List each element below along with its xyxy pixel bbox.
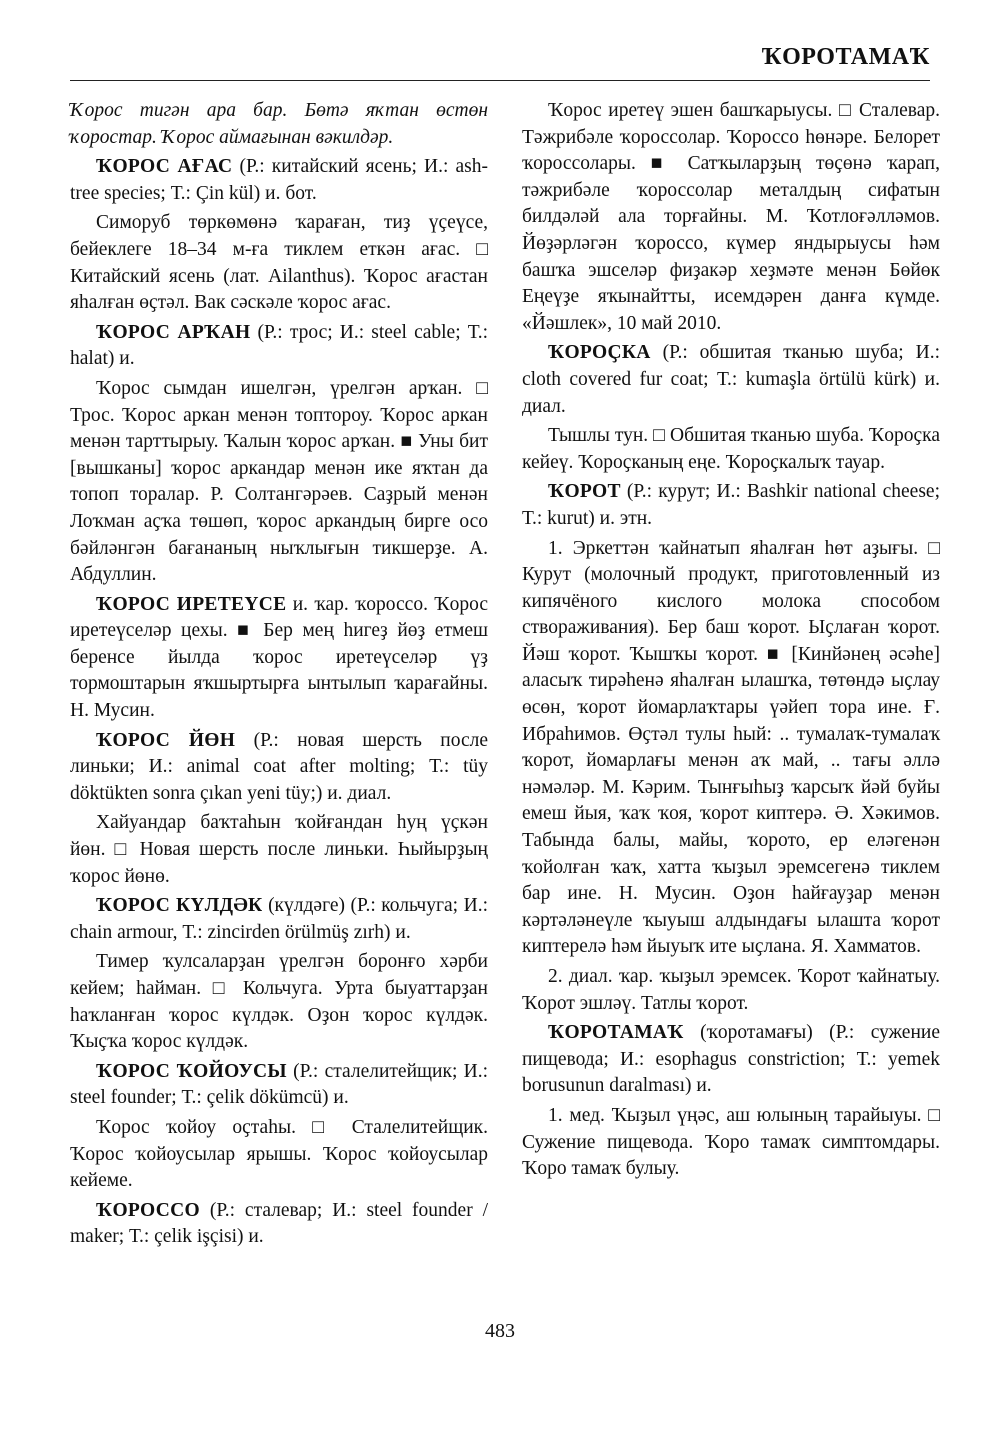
left-par-9: ҠОРОС КҮЛДӘК (күлдәге) (Р.: кольчуга; И.: chain armour, Т.: zincirden örülmüş zırh) и.	[70, 895, 488, 943]
left-par-7: ҠОРОС ЙӨН (Р.: новая шерсть после линьки; И.: animal coat after molting; Т.: tüy döktükten sonra çıkan yeni tüy;) и. диал.	[70, 729, 488, 804]
left-par-13: ҠОРОССО (Р.: сталевар; И.: steel founder / maker; Т.: çelik işçisi) и.	[70, 1199, 488, 1248]
headword: ҠОРОТАМАҠ	[548, 1022, 684, 1044]
headword: ҠОРОҪКА	[548, 342, 651, 364]
page-number: 483	[485, 1320, 515, 1342]
right-par-5: 1. Эркеттән ҡайнатып яһалған һөт аҙығы. □ Курут (молочный продукт, приготовленный из кипячёного кислого молока способом створаживания). Бер баш ҡорот. Ыҫлаған ҡорот. Йәш ҡорот. Ҡышҡы ҡорот. ■ [Кинйәнең әсәһе] аласыҡ тирәһенә яһалған ылашҡа, төтөндә ыҫлау өсөн, ҡорот йомарлаҡтары үәйеп тора ине. Ғ. Ибраһимов. Өҫтәл тулы һый: .. тумалаҡ-тумалаҡ ҡорот, йомарлағы менән аҡ май, .. тағы әллә нәмәләр. М. Кәрим. Тынғыһыҙ ҡарсыҡ йәй буйы емеш йыя, ҡаҡ ҡоя, ҡорот киптерә. Ә. Хәкимов. Табында балы, майы, ҡорото, ер еләгенән ҡойолған ҡаҡ, хатта ҡыҙыл эремсегенә тиклем бар ине. Н. Мусин. Оҙон һайғауҙар менән кәртәләнеүле ҡыуыш алдындағы ылашта ҡорот киптерелә һәм йыуыҡ ите ыҫлана. Я. Хамматов.	[522, 537, 940, 958]
left-par-1: Ҡорос тигән ара бар. Бөтә яҡтан өстөн ҡоростар. Ҡорос аймағынан вәкилдәр.	[70, 100, 488, 148]
headword: ҠОРОС АҒАС	[96, 156, 233, 178]
left-par-12: Ҡорос ҡойоу оҫтаһы. □ Сталелитейщик. Ҡорос ҡойоусылар ярышы. Ҡорос ҡойоусылар кейеме.	[70, 1116, 488, 1192]
left-par-10: Тимер ҡулсаларҙан үрелгән боронғо хәрби кейем; һайман. □ Кольчуга. Урта быуаттарҙан һаҡланған ҡорос күлдәк. Оҙон ҡорос күлдәк. Ҡыҫҡа ҡорос күлдәк.	[70, 951, 488, 1053]
right-par-7: ҠОРОТАМАҠ (ҡоротамағы) (Р.: сужение пищевода; И.: esophagus constriction; Т.: yemek borusunun daralması) и.	[522, 1022, 940, 1097]
left-par-3: Симоруб төркөмөнә ҡараған, тиҙ үҫеүсе, бейеклеге 18–34 м-ға тиклем еткән ағас. □ Китайский ясень (лат. Ailanthus). Ҡорос ағастан яһалған өҫтәл. Вак сәскәле ҡорос ағас.	[70, 212, 488, 314]
right-column	[522, 98, 940, 1186]
right-par-6: 2. диал. ҡар. ҡыҙыл эремсек. Ҡорот ҡайнатыу. Ҡорот эшләү. Татлы ҡорот.	[522, 966, 940, 1014]
headword: ҠОРОС АРҠАН	[96, 321, 251, 343]
left-par-6: ҠОРОС ИРЕТЕҮСЕ и. ҡар. ҡороссо. Ҡорос иретеүселәр цехы. ■ Бер мең һигеҙ йөҙ етмеш беренсе йылда ҡорос иретеүселәр үҙ тормоштарын яҡшыртырға ынтылып ҡарағайны. Н. Мусин.	[70, 593, 488, 722]
headword: ҠОРОС ЙӨН	[96, 729, 236, 751]
left-par-8: Хайуандар баҡтаһын ҡойғандан һуң үҫкән йөн. □ Новая шерсть после линьки. Һыйырҙың ҡорос йөнө.	[70, 812, 488, 887]
left-par-11: ҠОРОС ҠОЙОУСЫ (Р.: сталелитейщик; И.: steel founder; Т.: çelik dökümcü) и.	[70, 1060, 488, 1109]
left-par-2: ҠОРОС АҒАС (Р.: китайский ясень; И.: ash-tree species; Т.: Çin kül) и. бот.	[70, 156, 488, 204]
right-par-4: ҠОРОТ (Р.: курут; И.: Bashkir national cheese; Т.: kurut) и. этн.	[522, 481, 940, 529]
headword: ҠОРОС КҮЛДӘК	[96, 895, 263, 917]
right-par-8: 1. мед. Ҡыҙыл үңәс, аш юлының тарайыуы. □ Сужение пищевода. Ҡоро тамаҡ симптомдары. Ҡоро тамаҡ булыу.	[522, 1104, 940, 1180]
headword: ҠОРОТ	[548, 481, 621, 503]
left-par-4: ҠОРОС АРҠАН (Р.: трос; И.: steel cable; Т.: halat) и.	[70, 321, 488, 370]
left-column	[70, 98, 488, 1254]
headword: ҠОРОССО	[96, 1199, 200, 1221]
running-head-word: ҠОРОТАМАҠ	[761, 44, 930, 70]
right-par-2: ҠОРОҪКА (Р.: обшитая тканью шуба; И.: cloth covered fur coat; Т.: kumaşla örtülü kürk) и. диал.	[522, 342, 940, 417]
right-par-3: Тышлы тун. □ Обшитая тканью шуба. Ҡороҫка кейеү. Ҡороҫканың еңе. Ҡороҫкалыҡ тауар.	[522, 425, 940, 473]
left-par-5: Ҡорос сымдан ишелгән, үрелгән арҡан. □ Трос. Ҡорос аркан менән топтороу. Ҡорос аркан менән тарттырыу. Ҡалын ҡорос арҡан. ■ Уны бит [вышканы] ҡорос аркандар менән ике яҡтан да топоп торалар. Р. Солтангәрәев. Саҙрый менән Лоҡман аҫҡа төшөп, ҡорос аркандың бирге осо бәйләнгән бағананың ныҡлығын тикшерҙе. А. Абдуллин.	[70, 377, 488, 586]
headword: ҠОРОС ҠОЙОУСЫ	[96, 1060, 287, 1082]
running-header	[70, 40, 930, 81]
headword: ҠОРОС ИРЕТЕҮСЕ	[96, 593, 287, 615]
right-par-1: Ҡорос иретеү эшен башҡарыусы. □ Сталевар. Тәжрибәле ҡороссолар. Ҡороссо һөнәре. Белорет ҡороссолары. ■ Сатҡыларҙың төҫөнә ҡарап, тәжрибәле ҡороссолар металдың сифатын билдәләй ала торғайны. М. Ҡотлоғәлләмов. Йөҙәрләгән ҡороссо, күмер яндырыусы һәм башҡа эшселәр фиҙакәр хеҙмәте менән Бөйөк Еңеүҙе яҡынайтты, исемдәрен данға күмде. «Йәшлек», 10 май 2010.	[522, 100, 940, 334]
